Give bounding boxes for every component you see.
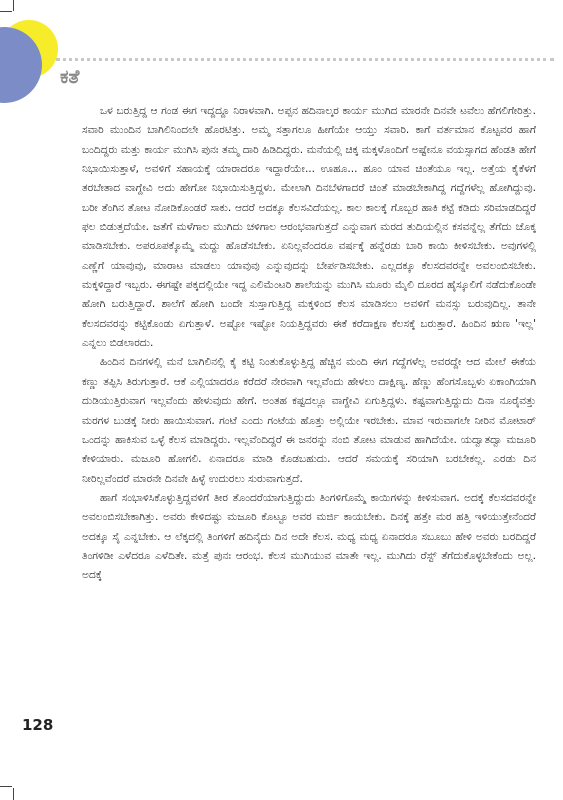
crop-mark-top-left-v bbox=[13, 0, 14, 11]
crop-mark-top-left-h bbox=[0, 11, 12, 12]
paragraph-3: ಹಾಗೆ ಸಂಭಾಳಿಸಿಕೊಳ್ಳುತ್ತಿದ್ದವಳಿಗೆ ತೀರ ತೊಂದರೆಯಾಗುತ್ತಿದ್ದುದು ತಿಂಗಳಿಗೊಮ್ಮೆ ಕಾಯಿಗಳನ್ನು ಕೀಳಿಸುವಾಗ. ಅದಕ್ಕೆ ಕೆಲಸದವರನ್ನೇ ಅವಲಂಬಿಸಬೇಕಾಗಿತ್ತು. ಅವರು ಕೇಳಿದಷ್ಟು ಮಜೂರಿ ಕೊಟ್ಟೂ ಅವರ ಮರ್ಜಿ ಕಾಯಬೇಕು. ದಿನಕ್ಕೆ ಹತ್ತೇ ಮರ ಹತ್ತಿ ಇಳಿಯುತ್ತೇನೆಂದರೆ ಅದಕ್ಕೂ ಸೈ ಎನ್ನಬೇಕು. ಆ ಲೆಕ್ಕದಲ್ಲಿ ತಿಂಗಳಿಗೆ ಹದಿನೈದು ದಿನ ಅದೇ ಕೆಲಸ. ಮಧ್ಯ ಮಧ್ಯ ಏನಾದರೂ ಸಬೂಬು ಹೇಳಿ ಅವರು ಬರದಿದ್ದರೆ ತಿಂಗಳಿಡೀ ಎಳೆದರೂ ಎಳೆದಿತೇ. ಮತ್ತೆ ಪುನಃ ಆರಂಭ. ಕೆಲಸ ಮುಗಿಯುವ ಮಾತೇ ಇಲ್ಲ. ಮುಗಿದು ರೆಸ್ಟ್ ತೆಗೆದುಕೊಳ್ಳಬೇಕೆಂದು ಅಲ್ಲ. ಅದಕ್ಕೆ bbox=[82, 491, 536, 582]
page-number: 128 bbox=[22, 716, 54, 734]
crop-mark-bottom-left-v bbox=[13, 788, 14, 800]
crop-mark-bottom-left-h bbox=[0, 786, 12, 787]
header-dotted-rule bbox=[56, 58, 554, 61]
paragraph-2: ಹಿಂದಿನ ದಿನಗಳಲ್ಲಿ ಮನೆ ಬಾಗಿಲಿನಲ್ಲಿ ಕೈ ಕಟ್ಟಿ ನಿಂತುಕೊಳ್ಳುತ್ತಿದ್ದ ಹೆಚ್ಚಿನ ಮಂದಿ ಈಗ ಗದ್ದೆಗಳೆಲ್ಲ ಅವರದ್ದೇ ಆದ ಮೇಲೆ ಈಕೆಯ ಕಣ್ಣು ತಪ್ಪಿಸಿ ತಿರುಗುತ್ತಾರೆ. ಆಕೆ ಎಲ್ಲಿಯಾದರೂ ಕರೆದರೆ ನೇರವಾಗಿ ಇಲ್ಲವೆಂದು ಹೇಳಲು ದಾಕ್ಷಿಣ್ಯ. ಹೆಣ್ಣು ಹೆಂಗಸೊಬ್ಬಳು ಏಕಾಂಗಿಯಾಗಿ ದುಡಿಯುತ್ತಿರುವಾಗ ಇಲ್ಲವೆಂದು ಹೇಳುವುದು ಹೇಗೆ. ಅಂತಹ ಕಷ್ಟದಲ್ಲೂ ವಾಗ್ದೇವಿ ಏಗುತ್ತಿದ್ದಳು. ಕಷ್ಟವಾಗುತ್ತಿದ್ದುದು ದಿನಾ ನೂರೈವತ್ತು ಮರಗಳ ಬುಡಕ್ಕೆ ನೀರು ಹಾಯಿಸುವಾಗ. ಗಂಟೆ ಎಂದು ಗಂಟೆಯ ಹೊತ್ತು ಅಲ್ಲಿಯೇ ಇರಬೇಕು. ಮಾವ ಇರುವಾಗಲೇ ನೀರಿನ ಮೋಟಾರ್ ಒಂದನ್ನು ಹಾಕಿಸುವ ಒಳ್ಳೆ ಕೆಲಸ ಮಾಡಿದ್ದರು. ಇಲ್ಲವೆಂದಿದ್ದರೆ ಈ ಜನರನ್ನು ನಂಬಿ ತೋಟ ಮಾಡುವ ಹಾಗಿದೆಯೇ. ಯದ್ವಾತದ್ವಾ ಮಜೂರಿ ಕೇಳಿಯಾರು. ಮಜೂರಿ ಹೋಗಲಿ. ಏನಾದರೂ ಮಾಡಿ ಕೊಡಬಹುದು. ಆದರೆ ಸಮಯಕ್ಕೆ ಸರಿಯಾಗಿ ಬರಬೇಕಲ್ಲ. ಎರಡು ದಿನ ನೀರಿಲ್ಲವೆಂದರೆ ಮಾರನೇ ದಿನವೇ ಹಿಳ್ಳೆ ಉದುರಲು ಸುರುವಾಗುತ್ತದೆ. bbox=[82, 356, 536, 485]
paragraph-1: ಒಳ ಬರುತ್ತಿದ್ದ ಆ ಗಂಡ ಈಗ ಇದ್ದದ್ದೂ ನಿರಾಳವಾಗಿ. ಅಪ್ಪನ ಹದಿನಾಲ್ಕರ ಕಾರ್ಯ ಮುಗಿದ ಮಾರನೇ ದಿನವೇ ಟವೆಲು ಹೆಗಲಿಗೇರಿತ್ತು. ಸವಾರಿ ಮುಂದಿನ ಬಾಗಿಲಿನಿಂದಲೇ ಹೊರಟಿತ್ತು. ಅಮ್ಮ ಸತ್ತಾಗಲೂ ಹೀಗೆಯೇ ಆಯ್ತು ಸವಾರಿ. ಕಾಗೆ ವರ್ತಮಾನ ಕೊಟ್ಟವರ ಹಾಗೆ ಬಂದಿದ್ದರು ಮತ್ತು ಕಾರ್ಯ ಮುಗಿಸಿ ಪುನಃ ತಮ್ಮ ದಾರಿ ಹಿಡಿದಿದ್ದರು. ಮನೆಯಲ್ಲಿ ಚಿಕ್ಕ ಮಕ್ಕಳೊಂದಿಗೆ ಅಷ್ಟೇನೂ ವಯಸ್ಸಾಗದ ಹೆಂಡತಿ ಹೇಗೆ ನಿಭಾಯಿಸುತ್ತಾಳೆ, ಅವಳಿಗೆ ಸಹಾಯಕ್ಕೆ ಯಾರಾದರೂ ಇದ್ದಾರೆಯೇ... ಊಹೂ... ಹೂಂ ಯಾವ ಚಿಂತೆಯೂ ಇಲ್ಲ. ಅತ್ತೆಯ ಕೈಕೆಳಗೆ ತರಬೇತಾದ ವಾಗ್ದೇವಿ ಅದು ಹೇಗೋ ನಿಭಾಯಿಸುತ್ತಿದ್ದಳು. ಮೇಲಾಗಿ ದಿನಬೆಳಗಾದರೆ ಚಿಂತೆ ಮಾಡಬೇಕಾಗಿದ್ದ ಗದ್ದೆಗಳೆಲ್ಲ ಹೋಗಿದ್ದುವು. ಬರೀ ತೆಂಗಿನ ತೋಟ ನೋಡಿಕೊಂಡರೆ ಸಾಕು. ಆದರೆ ಅದಕ್ಕೂ ಕೆಲಸವಿದೆಯಲ್ಲ. ಕಾಲ ಕಾಲಕ್ಕೆ ಗೊಬ್ಬರ ಹಾಕಿ ಕಟ್ಟೆ ಕಡಿದು ಸರಿಮಾಡದಿದ್ದರೆ ಫಲ ಬಿಡುತ್ತದೆಯೇ. ಜತೆಗೆ ಮಳೆಗಾಲ ಮುಗಿದು ಚಳಿಗಾಲ ಆರಂಭವಾಗುತ್ತದೆ ಎನ್ನುವಾಗ ಮರದ ತುದಿಯಲ್ಲಿನ ಕಸವನ್ನೆಲ್ಲ ತೆಗೆದು ಚೊಕ್ಕ ಮಾಡಿಸಬೇಕು. ಅಪರೂಪಕ್ಕೊಮ್ಮೆ ಮದ್ದು ಹೊಡೆಸಬೇಕು. ಏನಿಲ್ಲವೆಂದರೂ ವರ್ಷಕ್ಕೆ ಹನ್ನೆರಡು ಬಾರಿ ಕಾಯಿ ಕೀಳಿಸಬೇಕು. ಅವುಗಳಲ್ಲಿ ಎಣ್ಣೆಗೆ ಯಾವುವು, ಮಾರಾಟ ಮಾಡಲು ಯಾವುವು ಎನ್ನುವುದನ್ನು ಬೇರ್ಪಡಿಸಬೇಕು. ಎಲ್ಲದಕ್ಕೂ ಕೆಲಸದವರನ್ನೇ ಅವಲಂಬಿಸಬೇಕು. ಮಕ್ಕಳಿದ್ದಾರೆ ಇಬ್ಬರು. ಈಗಷ್ಟೇ ಪಕ್ಕದಲ್ಲಿಯೇ ಇದ್ದ ಎಲಿಮೆಂಟರಿ ಶಾಲೆಯನ್ನು ಮುಗಿಸಿ ಮೂರು ಮೈಲಿ ದೂರದ ಹೈಸ್ಕೂಲಿಗೆ ನಡೆದುಕೊಂಡೇ ಹೋಗಿ ಬರುತ್ತಿದ್ದಾರೆ. ಶಾಲೆಗೆ ಹೋಗಿ ಬಂದೇ ಸುಸ್ತಾಗುತ್ತಿದ್ದ ಮಕ್ಕಳಿಂದ ಕೆಲಸ ಮಾಡಿಸಲು ಅವಳಿಗೆ ಮನಸ್ಸು ಬರುವುದಿಲ್ಲ. ತಾನೇ ಕೆಲಸದವರನ್ನು ಕಟ್ಟಿಕೊಂಡು ಏಗುತ್ತಾಳೆ. ಅಷ್ಟೋ ಇಷ್ಟೋ ನಿಯತ್ತಿದ್ದವರು ಈಕೆ ಕರೆದಾಕ್ಷಣ ಕೆಲಸಕ್ಕೆ ಬರುತ್ತಾರೆ. ಹಿಂದಿನ ಋಣ 'ಇಲ್ಲ' ಎನ್ನಲು ಬಿಡಲಾರದು. bbox=[82, 105, 536, 350]
story-body bbox=[82, 102, 536, 586]
section-label: ಕತೆ bbox=[60, 66, 80, 88]
